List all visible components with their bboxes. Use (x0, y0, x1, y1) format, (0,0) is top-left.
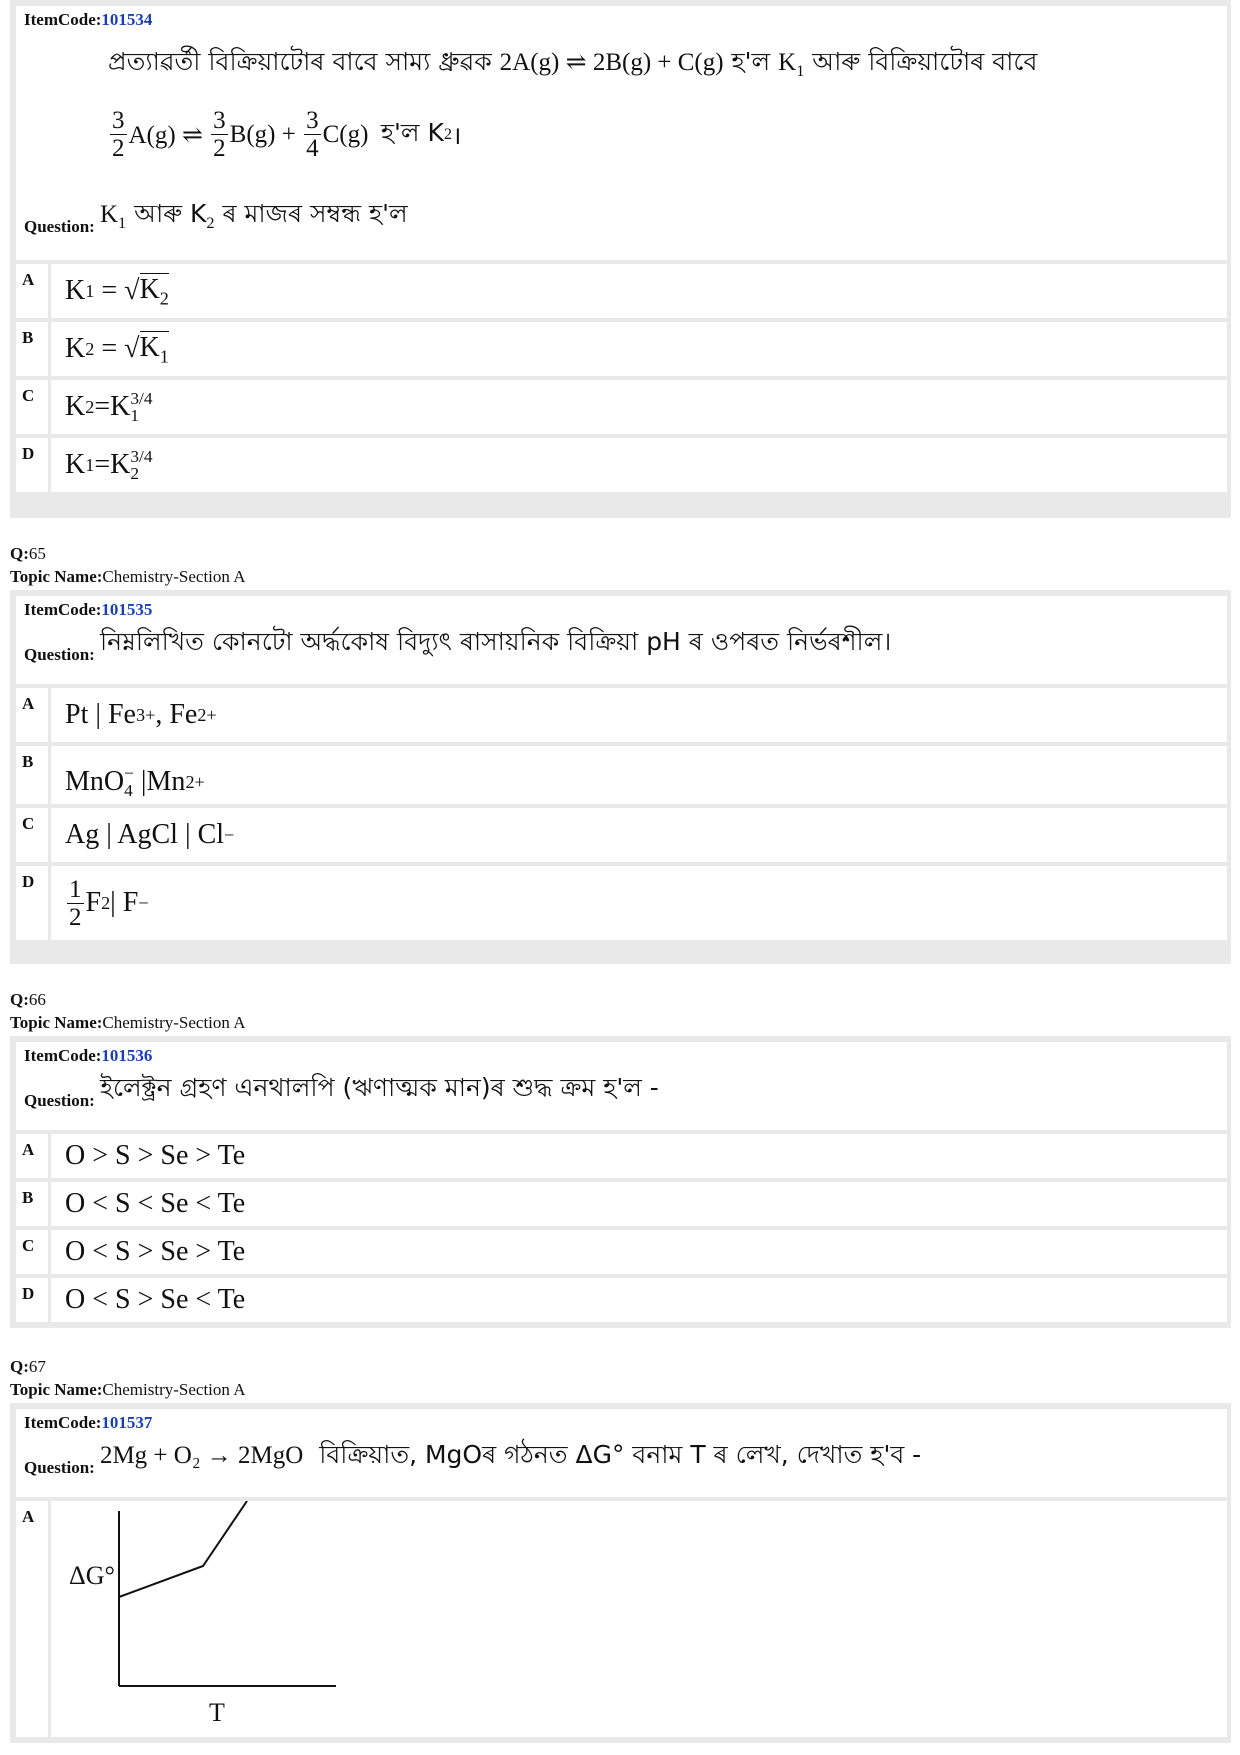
option-a[interactable]: A Pt | Fe 3+ , Fe 2+ (16, 688, 1227, 742)
question-67-text: বিক্রিয়াত, MgOৰ গঠনত ΔG° বনাম T ৰ লেখ, দেখাত হ'ব - (319, 1440, 922, 1469)
question-65-number: Q:65 (10, 544, 46, 563)
question-65-text: নিম্নলিখিত কোনটো অৰ্দ্ধকোষ বিদ্যুৎ ৰাসায়নিক বিক্রিয়া pH ৰ ওপৰত নিৰ্ভৰশীল। (99, 627, 892, 656)
graph-x-label: T (209, 1698, 225, 1727)
option-b[interactable]: B O < S < Se < Te (16, 1182, 1227, 1226)
question-65-topic: Topic Name:Chemistry-Section A (10, 567, 246, 586)
question-64-line2: $\frac{3}{2}$ A(g) ⇌ $\frac{3}{2}$ B(g) + $\frac{3}{4}$ C(g) হ'ল K 2 । (112, 107, 462, 162)
question-64-header (16, 6, 1227, 260)
question-64-line1: প্রত্যাৱৰ্তী বিক্রিয়াটোৰ বাবে সাম্য ধ্রুৱক 2A(g) ⇌ 2B(g) + C(g) হ'ল $K_1$ আৰু বিক্রিয়াটোৰ বাবে (108, 47, 1038, 80)
itemcode: ItemCode:101535 (24, 600, 153, 619)
question-66-card: ItemCode:101536 Question: ইলেক্ট্রন গ্রহণ এনথালপি (ঋণাত্মক মান)ৰ শুদ্ধ ক্রম হ'ল - A O > S > Se > Te B O < S < Se < Te C O < S > Se > Te D O < S > Se < Te (10, 1036, 1231, 1328)
question-67-topic: Topic Name:Chemistry-Section A (10, 1380, 246, 1399)
itemcode-value: 101536 (101, 1046, 153, 1065)
itemcode: ItemCode:101537 (24, 1413, 153, 1432)
question-67-number: Q:67 (10, 1357, 46, 1376)
option-c[interactable]: C O < S > Se > Te (16, 1230, 1227, 1274)
question-66-text: ইলেক্ট্রন গ্রহণ এনথালপি (ঋণাত্মক মান)ৰ শুদ্ধ ক্রম হ'ল - (99, 1073, 659, 1102)
option-b[interactable]: B MnO − 4 |Mn 2+ (16, 746, 1227, 804)
question-67-equation: 2Mg + O₂ → 2MgO (99, 1442, 304, 1469)
question-64-card (10, 0, 1231, 518)
question-66-topic: Topic Name:Chemistry-Section A (10, 1013, 246, 1032)
option-d[interactable]: D $\frac{1}{2}$ F 2 | F − (16, 866, 1227, 940)
question-64-line3: Question: $K_1$ আৰু $K_2$ ৰ মাজৰ সম্বন্ধ হ'ল (24, 199, 408, 236)
question-65-card: ItemCode:101535 Question: নিম্নলিখিত কোনটো অৰ্দ্ধকোষ বিদ্যুৎ ৰাসায়নিক বিক্রিয়া pH ৰ ওপৰত নিৰ্ভৰশীল। A Pt | Fe 3+ , Fe 2+ B MnO − 4 |Mn 2+ C Ag | AgCl | Cl − D $\frac{1}{2}$ F 2 | F − (10, 590, 1231, 964)
graph-y-label: ΔG° (69, 1561, 115, 1590)
graph-line (119, 1501, 247, 1597)
option-a[interactable]: A O > S > Se > Te (16, 1134, 1227, 1178)
option-c[interactable]: C K 2 =K 3/4 1 (16, 380, 1227, 434)
delta-g-vs-t-graph (51, 1501, 371, 1737)
option-c[interactable]: C Ag | AgCl | Cl − (16, 808, 1227, 862)
option-a[interactable]: A ΔG° T (16, 1501, 1227, 1737)
itemcode: ItemCode:101534 (24, 10, 153, 29)
itemcode-value: 101535 (101, 600, 153, 619)
option-d[interactable]: D K 1 =K 3/4 2 (16, 438, 1227, 492)
option-a[interactable]: A K 1 = √ $K_2$ (16, 264, 1227, 318)
itemcode-value: 101537 (101, 1413, 153, 1432)
question-67-card: ItemCode:101537 Question: 2Mg + O₂ → 2MgO বিক্রিয়াত, MgOৰ গঠনত ΔG° বনাম T ৰ লেখ, দেখাত হ'ব - A ΔG° T (10, 1403, 1231, 1743)
itemcode: ItemCode:101536 (24, 1046, 153, 1065)
option-d[interactable]: D O < S > Se < Te (16, 1278, 1227, 1322)
itemcode-value: 101534 (101, 10, 153, 29)
question-66-number: Q:66 (10, 990, 46, 1009)
option-b[interactable]: B K 2 = √ $K_1$ (16, 322, 1227, 376)
